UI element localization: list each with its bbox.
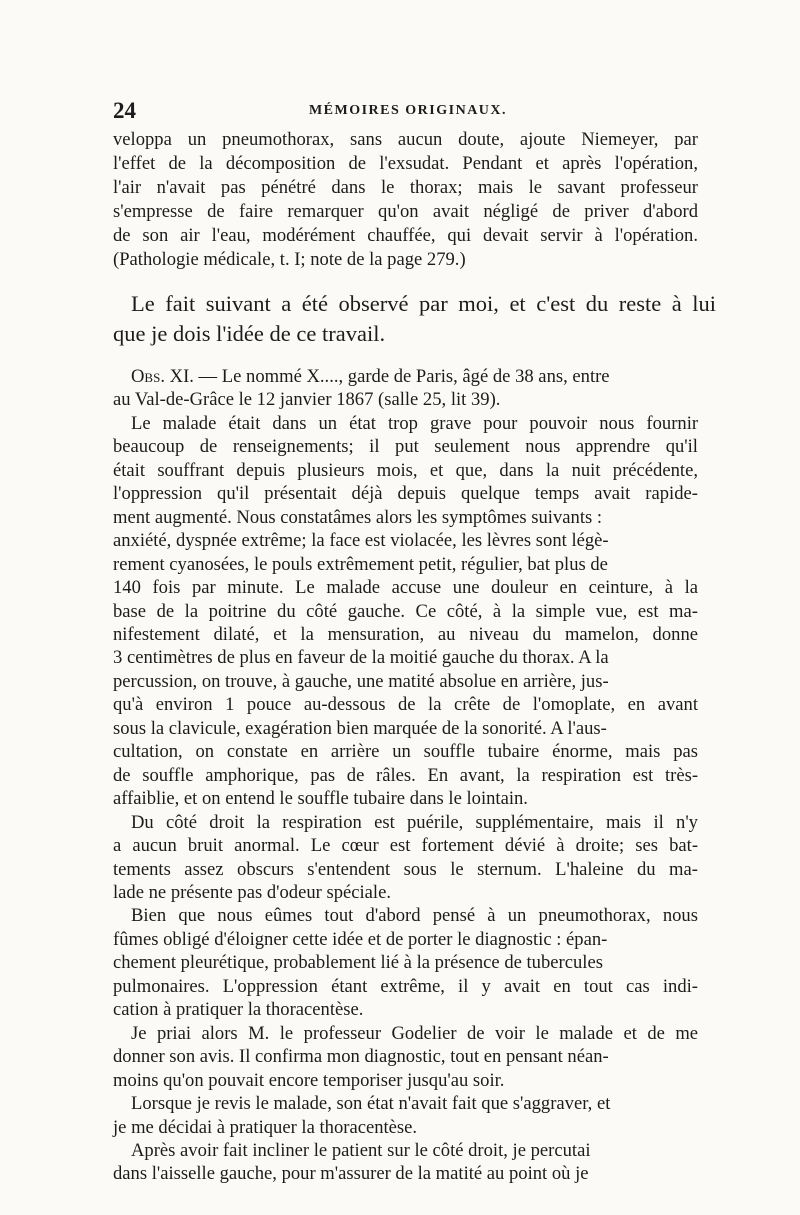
text-line: XI. — Le nommé X...., garde de Paris, âgé de 38 ans, entre (169, 366, 610, 387)
text-line: pulmonaires. L'oppression étant extrême, il y avait en tout cas indi- (113, 975, 698, 997)
observation-label: Obs. (131, 366, 165, 387)
text-line: Le malade était dans un état trop grave pour pouvoir nous fournir (131, 412, 699, 434)
text-line: cation à pratiquer la thoracentèse. (113, 999, 364, 1021)
text-line: lade ne présente pas d'odeur spéciale. (113, 881, 391, 903)
text-line: anxiété, dyspnée extrême; la face est violacée, les lèvres sont légè- (113, 530, 609, 552)
text-line: dans l'aisselle gauche, pour m'assurer de la matité au point où je (113, 1163, 589, 1185)
text-line: percussion, on trouve, à gauche, une matité absolue en arrière, jus- (113, 670, 609, 692)
text-line: base de la poitrine du côté gauche. Ce côté, à la simple vue, est ma- (113, 600, 698, 622)
text-line: Bien que nous eûmes tout d'abord pensé à un pneumothorax, nous (131, 905, 698, 927)
text-line: sous la clavicule, exagération bien marquée de la sonorité. A l'aus- (113, 717, 607, 739)
text-line: beaucoup de renseignements; il put seulement nous apprendre qu'il (113, 436, 698, 458)
text-line: 3 centimètres de plus en faveur de la moitié gauche du thorax. A la (113, 647, 609, 669)
text-line: je me décidai à pratiquer la thoracentèse. (113, 1116, 418, 1138)
page-header (113, 98, 703, 124)
page-number: 24 (113, 98, 136, 123)
text-line: l'effet de la décomposition de l'exsudat. Pendant et après l'opération, (113, 153, 698, 174)
text-line: de souffle amphorique, pas de râles. En avant, la respiration est très- (113, 764, 699, 786)
text-line: Le fait suivant a été observé par moi, et c'est du reste à lui (131, 291, 717, 316)
text-line: s'empresse de faire remarquer qu'on avait négligé de priver d'abord (113, 201, 698, 222)
text-line: Après avoir fait incliner le patient sur le côté droit, je percutai (131, 1139, 591, 1161)
text-line: l'oppression qu'il présentait déjà depuis quelque temps avait rapide- (113, 483, 698, 505)
text-line: donner son avis. Il confirma mon diagnostic, tout en pensant néan- (113, 1046, 609, 1068)
text-line: que je dois l'idée de ce travail. (113, 321, 386, 346)
observation-xi (113, 365, 698, 1186)
running-title: MÉMOIRES ORIGINAUX. (308, 103, 508, 118)
text-line: ment augmenté. Nous constatâmes alors les symptômes suivants : (113, 506, 603, 528)
text-line: fûmes obligé d'éloigner cette idée et de porter le diagnostic : épan- (113, 928, 608, 950)
text-line: cultation, on constate en arrière un souffle tubaire énorme, mais pas (113, 741, 698, 763)
text-line: affaiblie, et on entend le souffle tubaire dans le lointain. (113, 788, 528, 810)
text-line: veloppa un pneumothorax, sans aucun doute, ajoute Niemeyer, par (113, 129, 698, 150)
text-line: l'air n'avait pas pénétré dans le thorax; mais le savant professeur (113, 177, 698, 198)
text-line: chement pleurétique, probablement lié à la présence de tubercules (113, 952, 603, 974)
text-line: qu'à environ 1 pouce au-dessous de la crête de l'omoplate, en avant (113, 694, 699, 716)
intro-paragraph (113, 128, 698, 272)
text-line: nifestement dilaté, et la mensuration, au niveau du mamelon, donne (113, 623, 698, 645)
text-line: Je priai alors M. le professeur Godelier de voir le malade et de me (131, 1022, 699, 1044)
text-line: de son air l'eau, modérément chauffée, qui devait servir à l'opération. (113, 225, 698, 246)
text-line: rement cyanosées, le pouls extrêmement petit, régulier, bat plus de (113, 553, 608, 575)
text-line: tements assez obscurs s'entendent sous le sternum. L'haleine du ma- (113, 858, 698, 880)
text-line: était souffrant depuis plusieurs mois, et que, dans la nuit précédente, (113, 459, 698, 481)
text-line: Du côté droit la respiration est puérile, supplémentaire, mais il n'y (131, 811, 698, 833)
text-line: moins qu'on pouvait encore temporiser jusqu'au soir. (113, 1069, 505, 1091)
text-line: au Val-de-Grâce le 12 janvier 1867 (salle 25, lit 39). (113, 389, 501, 411)
text-line: (Pathologie médicale, t. I; note de la page 279.) (113, 249, 466, 270)
statement-paragraph (113, 289, 717, 349)
text-line: a aucun bruit anormal. Le cœur est fortement dévié à droite; ses bat- (113, 835, 699, 857)
text-line: 140 fois par minute. Le malade accuse une douleur en ceinture, à la (113, 577, 698, 599)
text-line: Lorsque je revis le malade, son état n'avait fait que s'aggraver, et (131, 1093, 611, 1115)
